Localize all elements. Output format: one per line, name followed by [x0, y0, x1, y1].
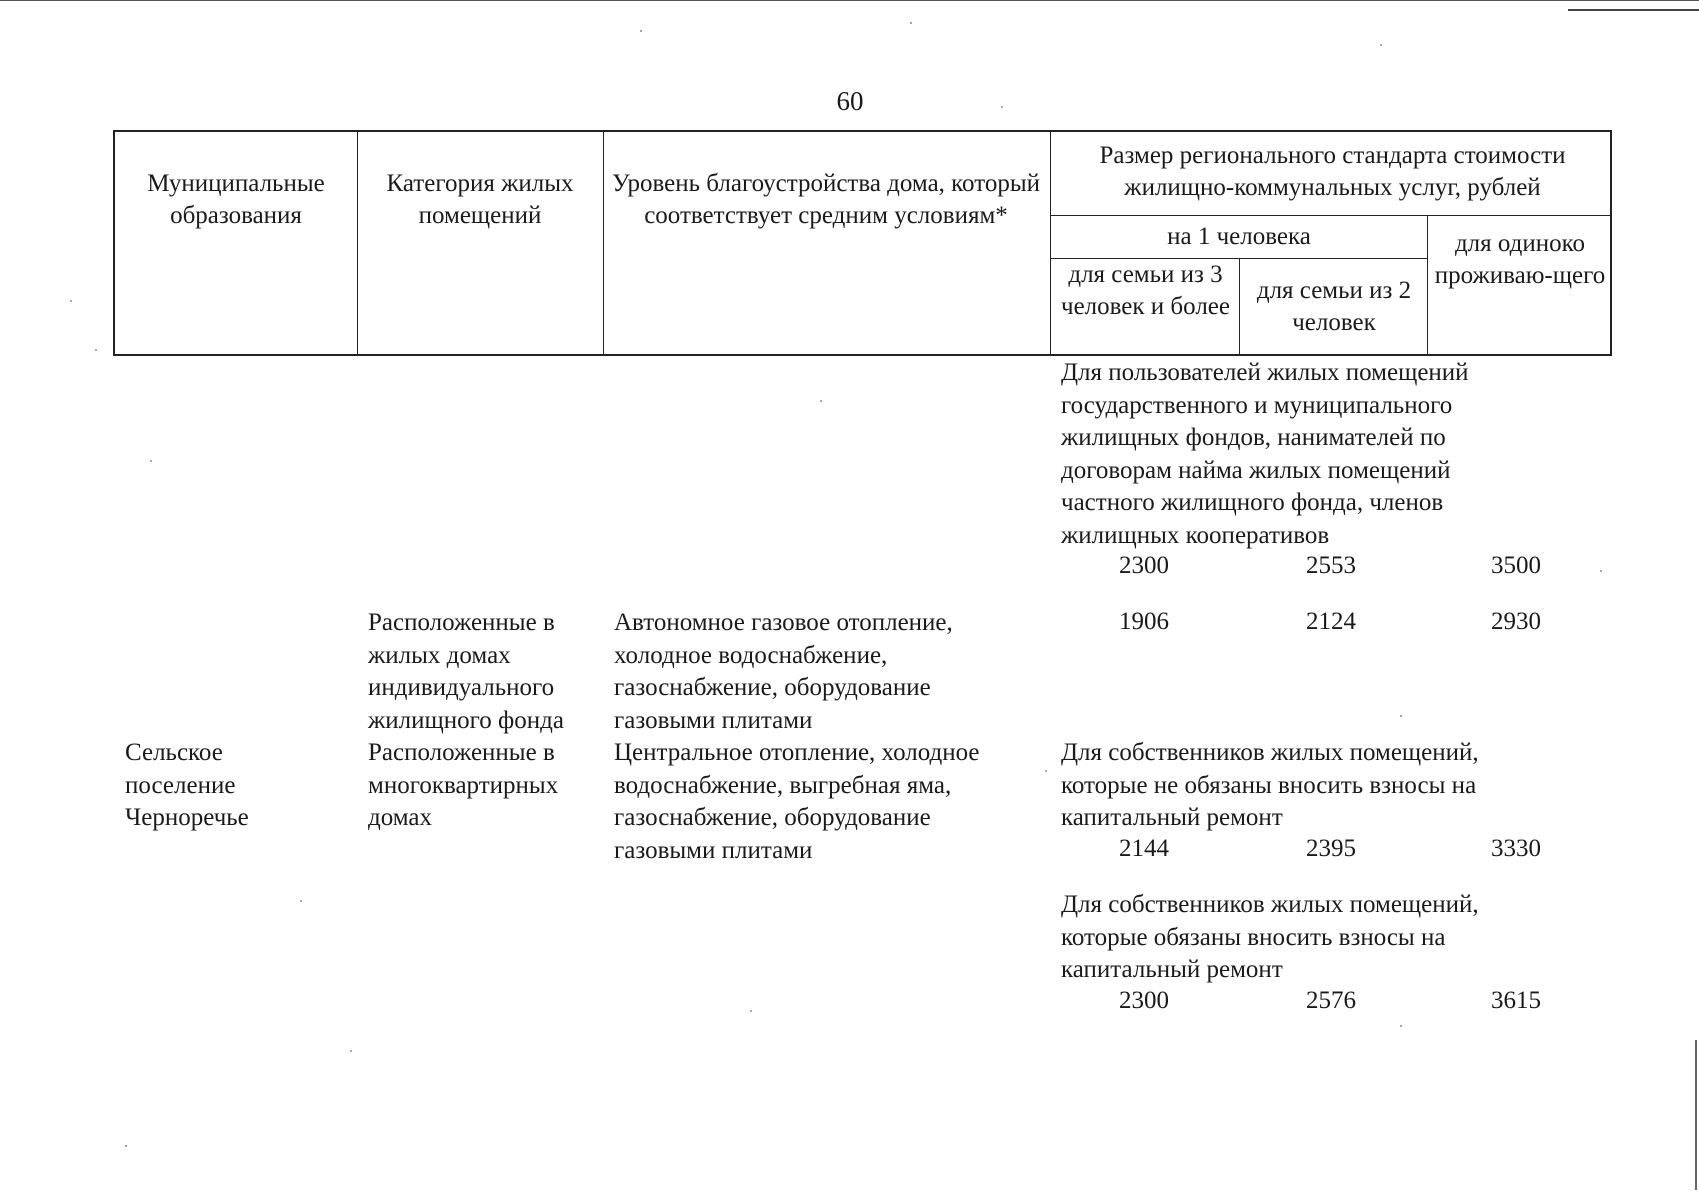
scan-edge-right	[1695, 1040, 1697, 1190]
column-header-per-person: на 1 человека	[1167, 223, 1311, 250]
row-level-autonomous-gas: Автономное газовое отопление, холодное водоснабжение, газоснабжение, оборудование газовыми плитами	[614, 609, 953, 734]
scan-speck	[1400, 715, 1402, 717]
scan-speck	[1380, 44, 1382, 46]
header-divider	[1427, 215, 1428, 354]
scan-speck	[150, 460, 152, 462]
value-single: 2930	[1491, 608, 1541, 635]
scan-edge-top-right	[1568, 9, 1699, 11]
scan-speck	[640, 30, 642, 32]
header-divider	[357, 132, 358, 354]
scan-speck	[1400, 1025, 1402, 1027]
scan-speck	[125, 1145, 127, 1147]
header-divider	[603, 132, 604, 354]
header-divider	[1050, 132, 1051, 354]
scan-speck	[95, 349, 97, 351]
header-divider	[1239, 258, 1240, 354]
scan-speck	[70, 300, 72, 302]
scan-speck	[1600, 570, 1602, 572]
scan-speck	[750, 1010, 752, 1012]
scan-speck	[350, 1050, 352, 1052]
value-family-2: 2124	[1306, 608, 1356, 635]
section-caption-owners-obliged: Для собственников жилых помещений, которые обязаны вносить взносы на капитальный ремонт	[1061, 891, 1479, 983]
column-header-level: Уровень благоустройства дома, который соответствует средним условиям*	[612, 170, 1040, 229]
scan-edge-top	[0, 0, 1699, 1]
value-single: 3500	[1491, 552, 1541, 579]
scan-speck	[910, 22, 912, 24]
column-header-family-3: для семьи из 3 человек и более	[1061, 261, 1230, 320]
header-divider	[1050, 215, 1610, 216]
row-category-apartment-buildings: Расположенные в многоквартирных домах	[368, 739, 559, 831]
value-family-2: 2395	[1306, 835, 1356, 862]
value-family-3: 2300	[1119, 552, 1169, 579]
row-level-central-heating: Центральное отопление, холодное водоснабжение, выгребная яма, газоснабжение, оборудование газовыми плитами	[614, 739, 980, 864]
municipality-name: Сельское поселение Черноречье	[125, 739, 249, 831]
column-header-family-2: для семьи из 2 человек	[1256, 277, 1412, 336]
section-caption-tenants: Для пользователей жилых помещений государственного и муниципального жилищных фондов, нанимателей по договорам найма жилых помещений частного жилищного фонда, членов жилищных кооперативов	[1061, 359, 1469, 549]
value-family-3: 2300	[1119, 987, 1169, 1014]
scan-speck	[820, 400, 822, 402]
value-family-2: 2576	[1306, 987, 1356, 1014]
column-header-standard-size: Размер регионального стандарта стоимости жилищно-коммунальных услуг, рублей	[1099, 142, 1566, 201]
value-family-2: 2553	[1306, 552, 1356, 579]
value-single: 3615	[1491, 987, 1541, 1014]
scan-speck	[1045, 770, 1047, 772]
scan-speck	[1001, 106, 1003, 108]
section-caption-owners-exempt: Для собственников жилых помещений, которые не обязаны вносить взносы на капитальный ремонт	[1061, 739, 1479, 831]
column-header-municipalities: Муниципальные образования	[147, 170, 325, 229]
value-family-3: 1906	[1119, 608, 1169, 635]
table-header	[113, 130, 1612, 356]
row-category-individual-housing: Расположенные в жилых домах индивидуального жилищного фонда	[368, 609, 564, 734]
page-number: 60	[836, 86, 864, 116]
value-family-3: 2144	[1119, 835, 1169, 862]
column-header-single: для одиноко проживаю-щего	[1434, 230, 1606, 289]
column-header-category: Категория жилых помещений	[386, 170, 574, 229]
scan-speck	[300, 900, 302, 902]
value-single: 3330	[1491, 835, 1541, 862]
